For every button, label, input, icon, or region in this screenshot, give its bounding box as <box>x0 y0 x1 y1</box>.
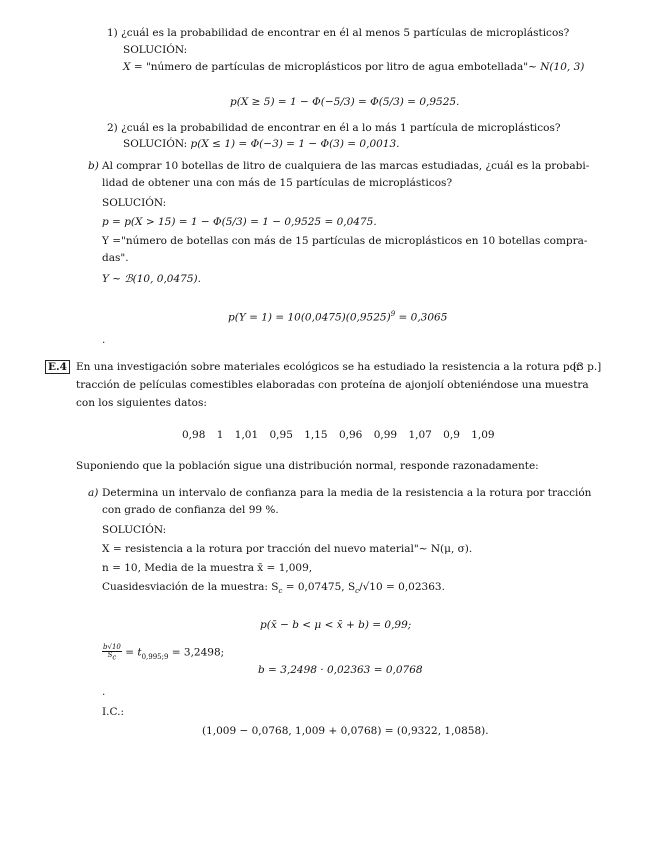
part-a1-def-prefix: X = <box>123 61 146 73</box>
e4-solution-label: SOLUCIÓN: <box>102 524 167 536</box>
part-b-formula-base: p(Y = 1) = 10(0,0475)(0,9525) <box>228 311 391 324</box>
data-value: 1,15 <box>304 429 328 441</box>
part-a2-formula: p(X ≤ 1) = Φ(−3) = 1 − Φ(3) = 0,0013. <box>190 138 400 150</box>
part-b-solution-label: SOLUCIÓN: <box>102 197 167 209</box>
part-a1-def-text: "número de partículas de microplásticos por litro de agua embotellada" <box>145 61 529 73</box>
part-a1-number: 1) <box>107 27 118 39</box>
e4-fraction: $\frac{b√10}{S_c}$ <box>103 643 121 662</box>
part-b-formula-result: = 0,3065 <box>395 311 448 324</box>
part-a1-question <box>107 27 569 40</box>
data-value: 1,01 <box>234 429 259 441</box>
data-value: 0,98 <box>182 429 206 441</box>
data-value: 1,07 <box>408 429 432 441</box>
part-a2-solution <box>123 138 400 151</box>
part-b-y-dist: Y ∼ ℬ(10, 0,0475). <box>102 273 201 285</box>
e4-sd-line: Cuasidesviación de la muestra: $S_c = 0,07475$, $S_c/√10 = 0,02363$. <box>102 581 445 596</box>
data-values <box>182 429 503 442</box>
part-a2-question-text: ¿cuál es la probabilidad de encontrar en él a lo más 1 partícula de microplásticos? <box>121 122 561 134</box>
part-b-question-line2: lidad de obtener una con más de 15 partículas de microplásticos? <box>102 177 453 189</box>
part-a2-number: 2) <box>107 122 118 134</box>
part-a1-def-dist: ∼ N(10, 3) <box>528 61 585 73</box>
data-value: 0,96 <box>338 429 363 441</box>
part-b-formula <box>228 310 447 325</box>
part-a2-question <box>107 122 561 135</box>
part-b-y-def-line1: Y ="número de botellas con más de 15 partículas de microplásticos en 10 botellas compra- <box>102 235 588 247</box>
e4-ic-formula: (1,009 − 0,0768, 1,009 + 0,0768) = (0,9322, 1,0858). <box>202 725 489 737</box>
e4-part-a-question-line1: Determina un intervalo de confianza para la media de la resistencia a la rotura por tracción <box>102 487 592 499</box>
part-a2-solution-label: SOLUCIÓN: <box>123 138 188 150</box>
part-b-formula-exp: 9 <box>390 310 396 318</box>
assumption-text: Suponiendo que la población sigue una distribución normal, responde razonadamente: <box>76 460 539 472</box>
data-value: 0,95 <box>269 429 293 441</box>
part-a1-solution-label: SOLUCIÓN: <box>123 44 188 56</box>
part-b-label: b) <box>88 160 99 172</box>
part-b-question-line1: Al comprar 10 botellas de litro de cualquiera de las marcas estudiadas, ¿cuál es la probabi- <box>102 160 590 172</box>
part-b-p-line: p = p(X > 15) = 1 − Φ(5/3) = 1 − 0,9525 = 0,0475. <box>102 216 377 228</box>
exercise-intro-line1: En una investigación sobre materiales ecológicos se ha estudiado la resistencia a la rotura por <box>76 361 581 373</box>
data-value: 1,09 <box>471 429 495 441</box>
e4-ic-label: I.C.: <box>102 706 125 718</box>
part-a1-question-text: ¿cuál es la probabilidad de encontrar en él al menos 5 partículas de microplásticos? <box>121 27 570 39</box>
exercise-tag: E.4 <box>45 361 70 374</box>
data-value: 0,99 <box>373 429 398 441</box>
e4-dot: . <box>102 686 106 698</box>
part-b-dot: . <box>102 334 106 346</box>
e4-prob-formula: p(x̄ − b < μ < x̄ + b) = 0,99; <box>260 619 412 631</box>
part-a1-formula: p(X ≥ 5) = 1 − Φ(−5/3) = Φ(5/3) = 0,9525. <box>230 96 460 108</box>
e4-t-equation: $\frac{b√10}{S_c}$ = $t_{0,995;9} = 3,2498$; <box>103 643 225 662</box>
part-a1-definition <box>123 61 584 74</box>
exercise-intro-line3: con los siguientes datos: <box>76 397 207 409</box>
exercise-points: [3 p.] <box>573 361 602 373</box>
e4-x-definition: X = resistencia a la rotura por tracción del nuevo material"∼ N(μ, σ). <box>102 543 473 555</box>
part-b-y-def-line2: das". <box>102 252 129 264</box>
e4-n-line: n = 10, Media de la muestra x̄ = 1,009, <box>102 562 313 574</box>
e4-part-a-label: a) <box>88 487 99 499</box>
e4-part-a-question-line2: con grado de confianza del 99 %. <box>102 504 279 516</box>
data-value: 1 <box>216 429 224 441</box>
e4-b-formula: b = 3,2498 · 0,02363 = 0,0768 <box>258 664 423 676</box>
exercise-intro-line2: tracción de películas comestibles elaboradas con proteína de ajonjolí obteniéndose una muestra <box>76 379 589 391</box>
data-value: 0,9 <box>443 429 460 441</box>
